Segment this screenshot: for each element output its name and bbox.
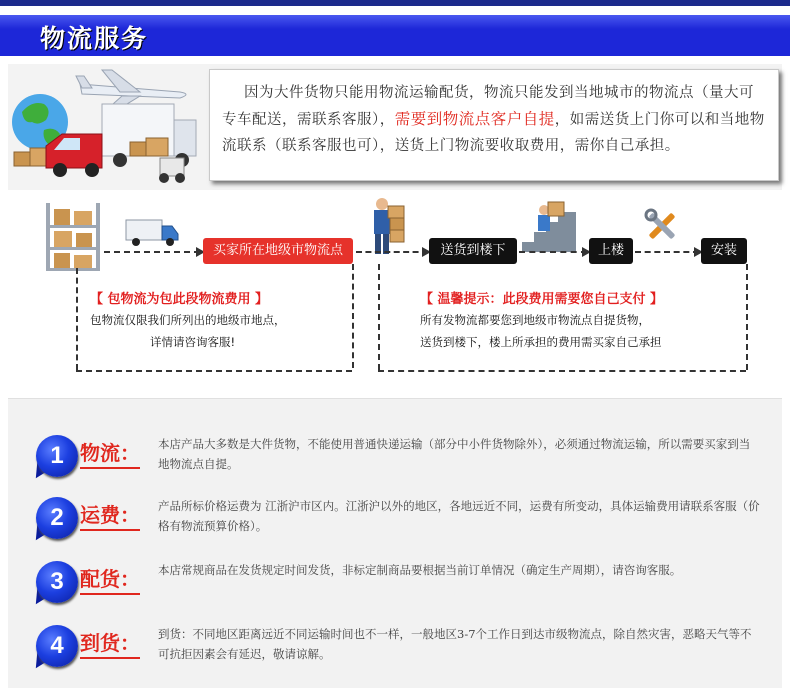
intro-textbox [209,69,779,181]
right-bracket-right [746,264,748,370]
step-upstairs: 上楼 [589,238,633,264]
flow-line-3 [519,251,587,253]
note-right-line2: 送货到楼下，楼上所承担的费用需买家自己承担 [420,335,662,349]
service-details-panel [8,398,782,688]
left-bracket-left [76,268,78,370]
number-badge: 3 [36,561,78,603]
note-right-line1: 所有发物流都要您到地级市物流点自提货物， [420,313,650,327]
header-bar [0,0,790,58]
item-text: 到货：不同地区距离远近不同运输时间也不一样，一般地区3-7个工作日到达市级物流点，除自然灾害，恶略天气等不可抗拒因素会有延迟，敬请谅解。 [158,627,752,661]
right-bracket-left [378,264,380,370]
left-bracket-right [352,264,354,368]
note-left-title: 【 包物流为包此段物流费用 】 [90,292,269,307]
list-item [8,495,782,555]
number-badge: 2 [36,497,78,539]
page-title: 物流服务 [40,24,149,53]
delivery-worker-icon [368,196,408,258]
warehouse-shelf-icon [44,201,102,273]
intro-highlight: 需要到物流点客户自提 [394,110,555,128]
list-item [8,433,782,493]
item-label: 到货： [80,627,140,659]
list-item [8,623,782,683]
note-left-line1: 包物流仅限我们所列出的地级市地点， [90,313,286,327]
right-bracket-bottom [378,370,746,372]
number-badge: 4 [36,625,78,667]
item-text: 本店产品大多数是大件货物，不能使用普通快递运输（部分中小件货物除外），必须通过物流运输，所以需要买家到当地物流点自提。 [158,437,751,471]
item-label: 物流： [80,437,140,469]
intro-text-before: 因为大件货物只能用物流运输配货，物流只能发到当地城市的物流点（量大可专车配送，需联系客服）， [222,85,754,128]
number-badge: 1 [36,435,78,477]
flow-line-4 [635,251,699,253]
header-top-strip [0,0,790,6]
delivery-flow [0,196,790,386]
step-delivery-downstairs: 送货到楼下 [429,238,517,264]
item-text: 本店常规商品在发货规定时间发货，非标定制商品要根据当前订单情况（确定生产周期），请咨询客服。 [158,563,682,577]
item-label: 配货： [80,563,140,595]
step-install: 安装 [701,238,747,264]
note-right-title: 【 温馨提示：此段费用需要您自己支付 】 [420,292,664,307]
list-item [8,559,782,619]
flow-line-2 [356,251,428,253]
logistics-illustration [10,64,200,190]
intro-text-after: ，如需送货上门你可以和当地物流联系（联系客服也可），送货上门物流要收取费用，需你自己承担。 [222,112,765,154]
carry-upstairs-icon [520,198,578,254]
tools-icon [644,208,680,244]
flow-line-1 [104,251,200,253]
delivery-truck-icon [124,218,180,248]
forklift-icon [159,158,185,183]
left-bracket-bottom [76,370,352,372]
item-text: 产品所标价格运费为 江浙沪市区内。江浙沪以外的地区，各地远近不同，运费有所变动，具体运输费用请联系客服（价格有物流预算价格）。 [158,499,760,533]
step-buyer-city-logistics: 买家所在地级市物流点 [203,238,353,264]
item-label: 运费： [80,499,140,531]
intro-paragraph [222,80,766,159]
red-van-icon [46,134,102,177]
note-left-line2: 详情请咨询客服! [150,335,236,349]
